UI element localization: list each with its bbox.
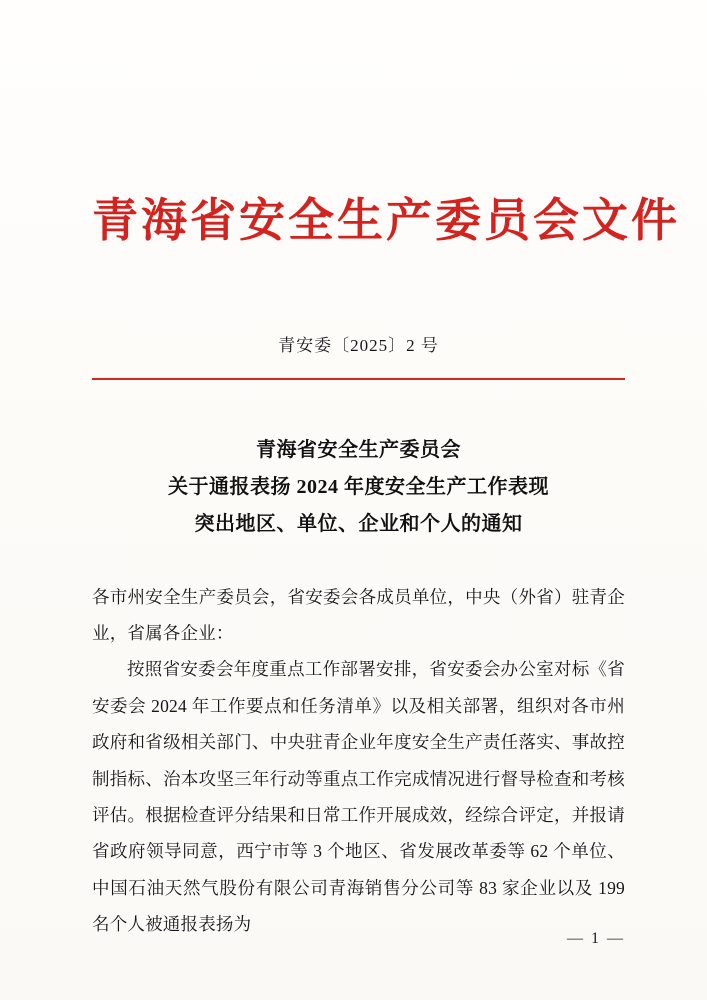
document-content [92, 0, 680, 1000]
heading-line-2: 关于通报表扬 2024 年度安全生产工作表现 [168, 475, 549, 498]
notice-body [92, 579, 625, 943]
body-paragraph-salutation: 各市州安全生产委员会，省安委会各成员单位，中央（外省）驻青企业，省属各企业： [92, 586, 625, 643]
red-divider-rule [92, 378, 625, 380]
notice-heading [92, 432, 625, 543]
document-title: 青海省安全生产委员会文件 [92, 195, 680, 246]
document-number: 青安委〔2025〕2 号 [278, 335, 439, 355]
body-paragraph-1: 按照省安委会年度重点工作部署安排，省安委会办公室对标《省安委会 2024 年工作要点和任务清单》以及相关部署，组织对各市州政府和省级相关部门、中央驻青企业年度安全生产责任落实、事故控制指标、治本攻坚三年行动等重点工作完成情况进行督导检查和考核评估。根据检查评分结果和日常工作开展成效，经综合评定，并报请省政府领导同意，西宁市等 3 个地区、省发展改革委等 62 个单位、中国石油天然气股份有限公司青海销售分公司等 83 家企业以及 199 名个人被通报表扬为 [92, 659, 625, 935]
heading-line-1: 青海省安全生产委员会 [256, 438, 461, 461]
page-number: — 1 — [567, 930, 625, 947]
heading-line-3: 突出地区、单位、企业和个人的通知 [194, 512, 523, 535]
